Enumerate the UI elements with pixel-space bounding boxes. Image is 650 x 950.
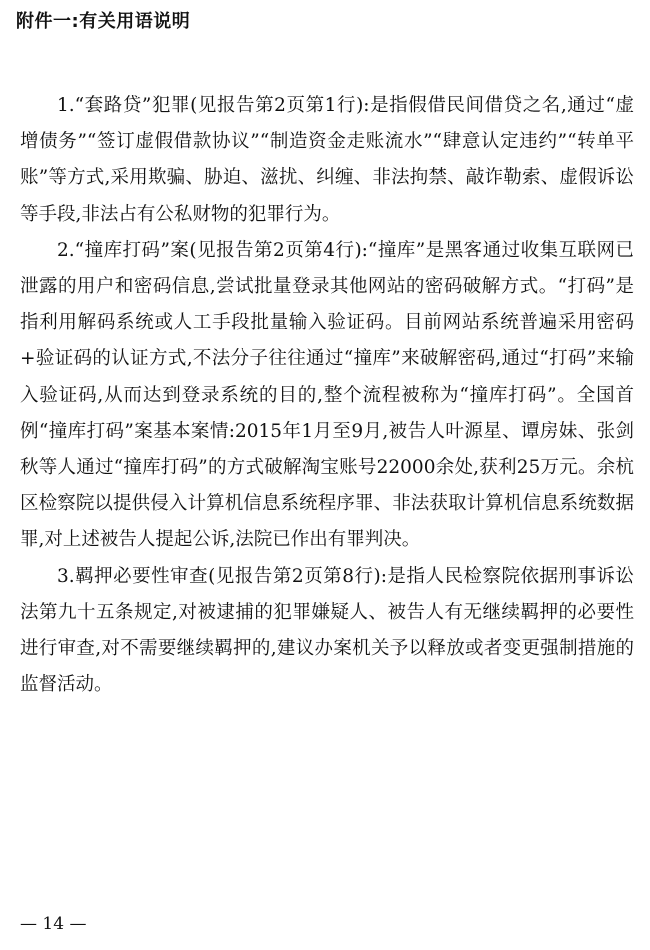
page-number: — 14 — (20, 914, 87, 934)
paragraph-custody-review: 3.羁押必要性审查(见报告第2页第8行):是指人民检察院依据刑事诉讼法第九十五条规定,对被逮捕的犯罪嫌疑人、被告人有无继续羁押的必要性进行审查,对不需要继续羁押的,建议办案机关予以释放或者变更强制措施的监督活动。 (20, 565, 634, 696)
document-body (20, 88, 634, 703)
paragraph-taolu-dai: 1.“套路贷”犯罪(见报告第2页第1行):是指假借民间借贷之名,通过“虚增债务”“签订虚假借款协议”“制造资金走账流水”“肆意认定违约”“转单平账”等方式,采用欺骗、胁迫、滋扰、纠缠、非法拘禁、敲诈勒索、虚假诉讼等手段,非法占有公私财物的犯罪行为。 (20, 95, 634, 225)
appendix-heading: 附件一:有关用语说明 (16, 11, 191, 32)
paragraph-zhuangku-dama: 2.“撞库打码”案(见报告第2页第4行):“撞库”是黑客通过收集互联网已泄露的用户和密码信息,尝试批量登录其他网站的密码破解方式。“打码”是指利用解码系统或人工手段批量输入验证码。目前网站系统普遍采用密码+验证码的认证方式,不法分子往往通过“撞库”来破解密码,通过“打码”来输入验证码,从而达到登录系统的目的,整个流程被称为“撞库打码”。全国首例“撞库打码”案基本案情:2015年1月至9月,被告人叶源星、谭房妹、张剑秋等人通过“撞库打码”的方式破解淘宝账号22000余处,获利25万元。余杭区检察院以提供侵入计算机信息系统程序罪、非法获取计算机信息系统数据罪,对上述被告人提起公诉,法院已作出有罪判决。 (20, 239, 634, 551)
